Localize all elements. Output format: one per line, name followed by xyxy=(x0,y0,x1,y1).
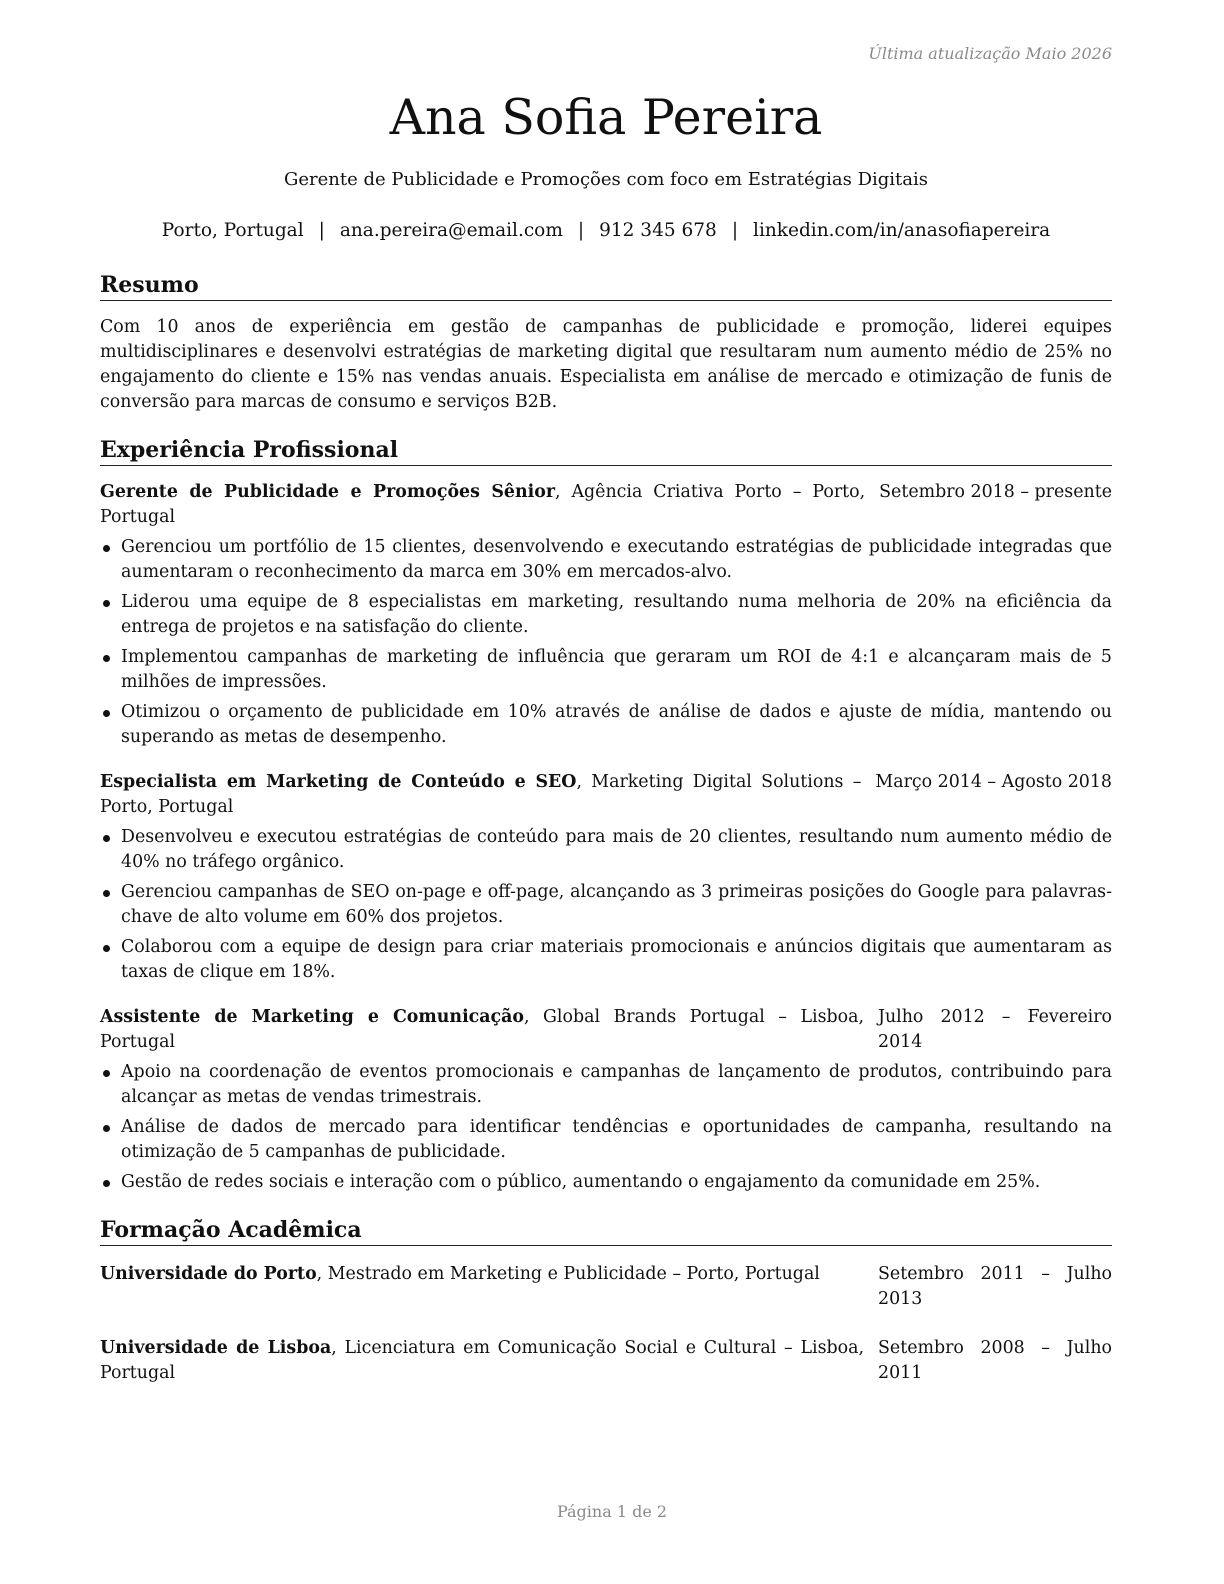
education-school: Universidade de Lisboa xyxy=(100,1338,332,1358)
job-dates: Julho 2012 – Fevereiro 2014 xyxy=(878,1007,1112,1052)
job-bullets xyxy=(100,825,1112,985)
bullet-icon xyxy=(103,890,110,897)
job-bullet: Gerenciou um portfólio de 15 clientes, desenvolvendo e executando estratégias de publicidade integradas que aumentaram o reconhecimento da marca em 30% em mercados-alvo. xyxy=(100,535,1112,585)
job-company: , Agência Criativa Porto – Porto, Portugal xyxy=(100,482,866,527)
job-entry xyxy=(100,480,1112,750)
section-title-experience: Experiência Profissional xyxy=(100,435,1112,466)
job-entry xyxy=(100,770,1112,985)
job-dates: Março 2014 – Agosto 2018 xyxy=(875,772,1112,792)
job-bullets xyxy=(100,1060,1112,1195)
contact-location: Porto, Portugal xyxy=(161,220,304,241)
contact-email[interactable]: ana.pereira@email.com xyxy=(339,220,563,241)
job-bullet: Otimizou o orçamento de publicidade em 10% através de análise de dados e ajuste de mídia, mantendo ou superando as metas de desempenho. xyxy=(100,700,1112,750)
job-bullet: Gestão de redes sociais e interação com o público, aumentando o engajamento da comunidade em 25%. xyxy=(100,1170,1112,1195)
last-updated-note: Última atualização Maio 2026 xyxy=(868,44,1112,63)
education-dates: Setembro 2011 – Julho 2013 xyxy=(878,1264,1112,1309)
contact-phone: 912 345 678 xyxy=(599,220,717,241)
bullet-icon xyxy=(103,600,110,607)
job-entry xyxy=(100,1005,1112,1195)
education-detail: , Mestrado em Marketing e Publicidade – Porto, Portugal xyxy=(316,1264,820,1284)
contact-line xyxy=(100,219,1112,243)
job-bullet: Desenvolveu e executou estratégias de conteúdo para mais de 20 clientes, resultando num aumento médio de 40% no tráfego orgânico. xyxy=(100,825,1112,875)
education-entry xyxy=(100,1262,1112,1312)
contact-linkedin[interactable]: linkedin.com/in/anasofiapereira xyxy=(753,220,1051,241)
job-role: Assistente de Marketing e Comunicação xyxy=(100,1007,524,1027)
education-section xyxy=(100,1215,1112,1386)
job-role: Gerente de Publicidade e Promoções Sênior xyxy=(100,482,556,502)
bullet-icon xyxy=(103,655,110,662)
education-school: Universidade do Porto xyxy=(100,1264,317,1284)
job-bullet: Apoio na coordenação de eventos promocionais e campanhas de lançamento de produtos, contribuindo para alcançar as metas de vendas trimestrais. xyxy=(100,1060,1112,1110)
job-company: , Marketing Digital Solutions – Porto, Portugal xyxy=(100,772,862,817)
experience-section xyxy=(100,435,1112,1195)
contact-separator: | xyxy=(318,220,325,241)
candidate-headline: Gerente de Publicidade e Promoções com foco em Estratégias Digitais xyxy=(284,169,928,190)
bullet-icon xyxy=(103,1180,110,1187)
job-bullet: Gerenciou campanhas de SEO on-page e off-page, alcançando as 3 primeiras posições do Google para palavras-chave de alto volume em 60% dos projetos. xyxy=(100,880,1112,930)
page-number: Página 1 de 2 xyxy=(556,1502,668,1521)
bullet-icon xyxy=(103,1125,110,1132)
resume-content xyxy=(100,270,1112,1398)
job-header xyxy=(100,480,1112,530)
bullet-icon xyxy=(103,545,110,552)
job-bullet: Liderou uma equipe de 8 especialistas em marketing, resultando numa melhoria de 20% na eficiência da entrega de projetos e na satisfação do cliente. xyxy=(100,590,1112,640)
section-title-education: Formação Acadêmica xyxy=(100,1215,1112,1246)
job-bullet: Análise de dados de mercado para identificar tendências e oportunidades de campanha, resultando na otimização de 5 campanhas de publicidade. xyxy=(100,1115,1112,1165)
job-header xyxy=(100,770,1112,820)
job-company: , Global Brands Portugal – Lisboa, Portugal xyxy=(100,1007,864,1052)
job-bullet: Implementou campanhas de marketing de influência que geraram um ROI de 4:1 e alcançaram mais de 5 milhões de impressões. xyxy=(100,645,1112,695)
job-header xyxy=(100,1005,1112,1055)
bullet-icon xyxy=(103,945,110,952)
job-role: Especialista em Marketing de Conteúdo e SEO xyxy=(100,772,577,792)
education-dates: Setembro 2008 – Julho 2011 xyxy=(878,1338,1112,1383)
candidate-name: Ana Sofia Pereira xyxy=(389,89,823,146)
bullet-icon xyxy=(103,835,110,842)
summary-text: Com 10 anos de experiência em gestão de campanhas de publicidade e promoção, liderei equipes multidisciplinares e desenvolvi estratégias de marketing digital que resultaram num aumento médio de 25% no engajamento do cliente e 15% nas vendas anuais. Especialista em análise de mercado e otimização de funis de conversão para marcas de consumo e serviços B2B. xyxy=(100,317,1112,412)
section-title-summary: Resumo xyxy=(100,270,1112,301)
contact-separator: | xyxy=(577,220,585,241)
summary-section xyxy=(100,270,1112,415)
job-dates: Setembro 2018 – presente xyxy=(879,482,1112,502)
bullet-icon xyxy=(103,710,110,717)
education-detail: , Licenciatura em Comunicação Social e Cultural – Lisboa, Portugal xyxy=(100,1338,864,1383)
bullet-icon xyxy=(103,1070,110,1077)
job-bullets xyxy=(100,535,1112,750)
education-entry xyxy=(100,1336,1112,1386)
job-bullet: Colaborou com a equipe de design para criar materiais promocionais e anúncios digitais que aumentaram as taxas de clique em 18%. xyxy=(100,935,1112,985)
contact-separator: | xyxy=(731,220,739,241)
